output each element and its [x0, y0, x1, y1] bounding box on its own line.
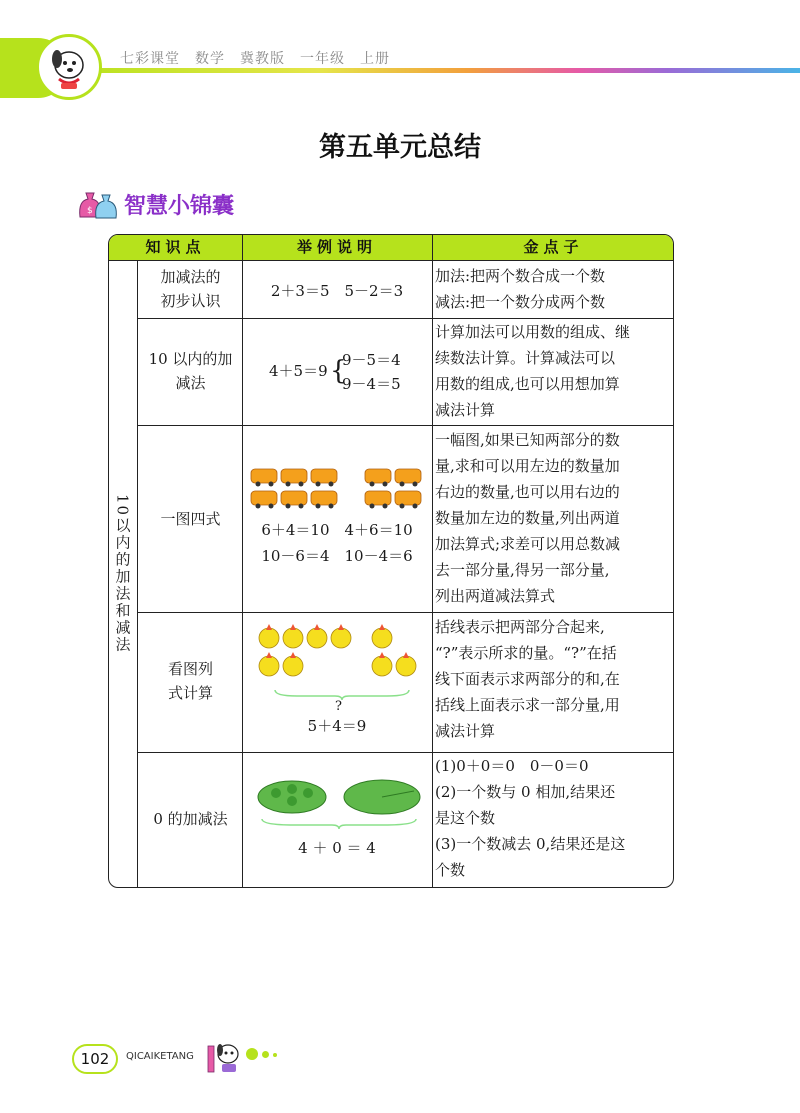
brace-icon: { [330, 356, 347, 386]
decorative-dot [246, 1048, 258, 1060]
decorative-dot [273, 1053, 277, 1057]
row-4-example: 5＋4＝9 [307, 717, 367, 735]
mascot-dog-logo [36, 34, 102, 100]
divider [137, 425, 674, 426]
row-5-tip: (1)0＋0＝0 0－0＝0 (2)一个数与 0 相加,结果还 是这个数 (3)一个数减去 0,结果还是这 个数 [435, 757, 626, 879]
row-2-point: 10 以内的加 减法 [148, 350, 233, 392]
page-title: 第五单元总结 [319, 132, 481, 163]
row-1-tip: 加法:把两个数合成一个数 减法:把一个数分成两个数 [435, 267, 606, 311]
divider [432, 235, 433, 888]
footer-brand: QICAIKETANG [126, 1051, 194, 1062]
row-5-point: 0 的加减法 [153, 810, 228, 828]
row-4-tip: 括线表示把两部分合起来, “?”表示所求的量。“?”在括 线下面表示求两部分的和,在 括线上面表示求一部分量,用 减法计算 [435, 618, 620, 740]
row-3-point: 一图四式 [160, 510, 221, 528]
page-number: 102 [72, 1044, 118, 1074]
side-category-label: 10以内的加法和减法 [113, 494, 132, 654]
header-knowledge-point: 知识点 [145, 238, 206, 256]
row-2-tip: 计算加法可以用数的组成、继 续数法计算。计算减法可以 用数的组成,也可以用想加算 减法计算 [435, 323, 631, 419]
header-example: 举例说明 [296, 238, 377, 256]
decorative-dot [262, 1051, 269, 1058]
row-1-example: 2＋3＝5 5－2＝3 [270, 282, 404, 300]
row-2-example: 9－5＝4 9－4＝5 [342, 351, 401, 393]
divider [137, 612, 674, 613]
summary-table [108, 234, 674, 888]
mascot-dog-pencil-icon [204, 1036, 244, 1076]
row-3-tip: 一幅图,如果已知两部分的数 量,求和可以用左边的数量加 右边的数量,也可以用右边的 数量加左边的数量,列出两道 加法算式;求差可以用总数减 去一部分量,得另一部分量, 列出两道减法算式 [435, 431, 621, 605]
unknown-mark: ? [335, 699, 342, 714]
row-2-example-prefix: 4＋5＝9 [269, 362, 328, 380]
header-series-text: 七彩课堂 数学 冀教版 一年级 上册 [120, 51, 390, 67]
row-3-example: 6＋4＝10 4＋6＝10 10－6＝4 10－4＝6 [261, 521, 413, 565]
row-4-point: 看图列 式计算 [167, 660, 213, 702]
svg-text:$: $ [87, 206, 93, 216]
header-tips: 金点子 [523, 238, 584, 256]
row-1-point: 加减法的 初步认识 [160, 268, 221, 310]
header-rainbow-stripe [60, 68, 800, 73]
lily-pads-illustration [254, 775, 426, 833]
row-5-example: 4 ＋ 0 ＝ 4 [298, 839, 376, 857]
table-header [109, 235, 673, 261]
section-title: 智慧小锦囊 [124, 194, 235, 219]
divider [137, 261, 138, 888]
money-bag-icon [76, 187, 120, 225]
chicks-illustration [257, 620, 427, 700]
cars-illustration [249, 465, 429, 513]
